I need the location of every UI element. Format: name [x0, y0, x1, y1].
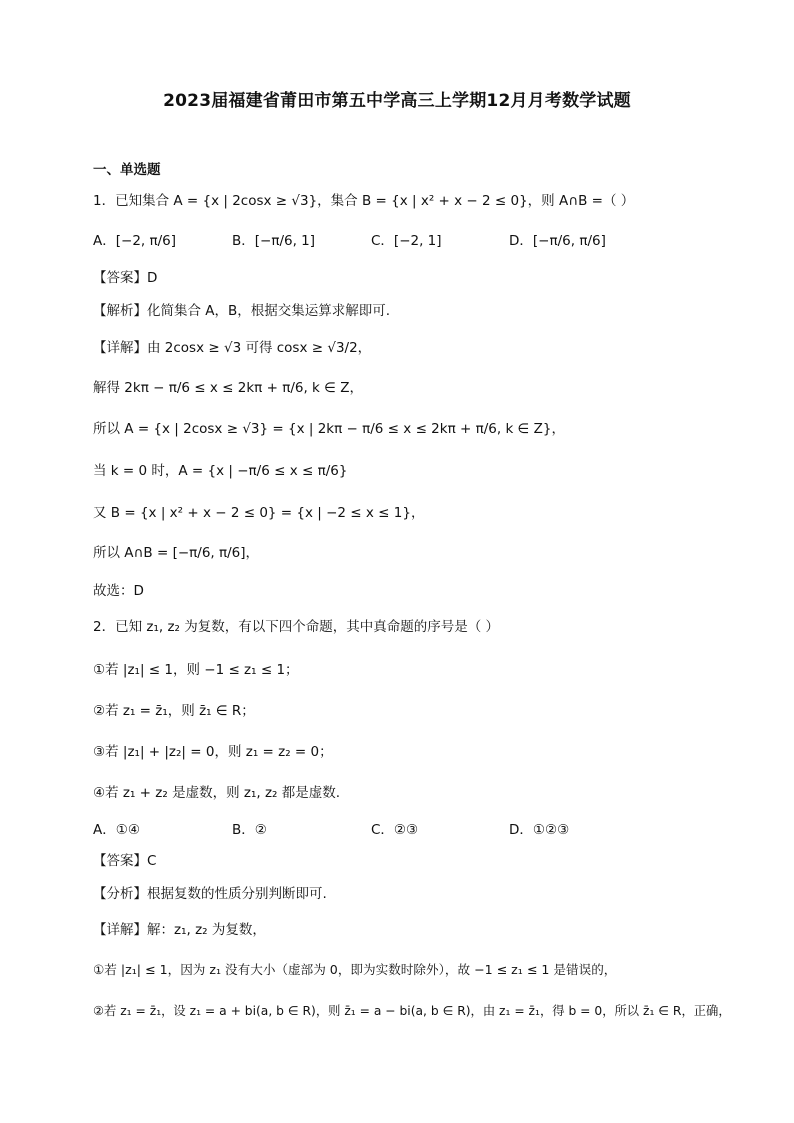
- q2-option-d: D．①②③: [509, 822, 570, 838]
- q1-option-c: C．[−2, 1]: [371, 233, 442, 249]
- q1-detail-line: 【详解】由 2cosx ≥ √3 可得 cosx ≥ √3/2，: [93, 340, 372, 356]
- q1-analysis: 【解析】化简集合 A，B，根据交集运算求解即可.: [93, 303, 391, 319]
- q1-answer: 【答案】D: [93, 270, 158, 286]
- q1-option-a: A．[−2, π/6]: [93, 233, 177, 249]
- q2-option-c: C．②③: [371, 822, 419, 838]
- q2-option-a: A．①④: [93, 822, 140, 838]
- q2-detail-line: ②若 z₁ = z̄₁，设 z₁ = a + bi(a, b ∈ R)，则 z̄₁ = a − bi(a, b ∈ R)，由 z₁ = z̄₁，得 b = 0，所以 z̄₁ ∈ R，正确，: [93, 1004, 731, 1018]
- q1-detail-line: 又 B = {x | x² + x − 2 ≤ 0} = {x | −2 ≤ x ≤ 1}，: [93, 505, 425, 521]
- q2-option-b: B．②: [232, 822, 267, 838]
- q2-detail-line: ①若 |z₁| ≤ 1，因为 z₁ 没有大小（虚部为 0，即为实数时除外），故 −1 ≤ z₁ ≤ 1 是错误的，: [93, 962, 617, 977]
- q1-detail-line: 故选：D: [93, 583, 144, 599]
- q1-detail-line: 所以 A = {x | 2cosx ≥ √3} = {x | 2kπ − π/6 ≤ x ≤ 2kπ + π/6, k ∈ Z}，: [93, 421, 565, 437]
- q2-proposition: ③若 |z₁| + |z₂| = 0，则 z₁ = z₂ = 0；: [93, 744, 333, 760]
- document-title: 2023届福建省莆田市第五中学高三上学期12月月考数学试题: [163, 91, 631, 111]
- q1-detail-line: 解得 2kπ − π/6 ≤ x ≤ 2kπ + π/6, k ∈ Z，: [93, 380, 363, 396]
- q1-option-b: B．[−π/6, 1]: [232, 233, 316, 249]
- q2-stem: 2．已知 z₁, z₂ 为复数，有以下四个命题，其中真命题的序号是（ ）: [93, 619, 500, 635]
- q2-detail-line: 【详解】解：z₁, z₂ 为复数，: [93, 922, 266, 938]
- q2-proposition: ②若 z₁ = z̄₁，则 z̄₁ ∈ R；: [93, 703, 255, 719]
- q1-stem: 1．已知集合 A = {x | 2cosx ≥ √3}，集合 B = {x | x² + x − 2 ≤ 0}，则 A∩B =（ ）: [93, 193, 635, 209]
- q2-proposition: ①若 |z₁| ≤ 1，则 −1 ≤ z₁ ≤ 1；: [93, 662, 299, 678]
- section-heading: 一、单选题: [93, 162, 161, 178]
- q1-detail-line: 当 k = 0 时，A = {x | −π/6 ≤ x ≤ π/6}: [93, 463, 348, 479]
- q1-detail-line: 所以 A∩B = [−π/6, π/6]，: [93, 545, 260, 561]
- q2-answer: 【答案】C: [93, 853, 157, 869]
- q2-analysis: 【分析】根据复数的性质分别判断即可.: [93, 886, 327, 902]
- q1-option-d: D．[−π/6, π/6]: [509, 233, 606, 249]
- q2-proposition: ④若 z₁ + z₂ 是虚数，则 z₁, z₂ 都是虚数.: [93, 785, 341, 801]
